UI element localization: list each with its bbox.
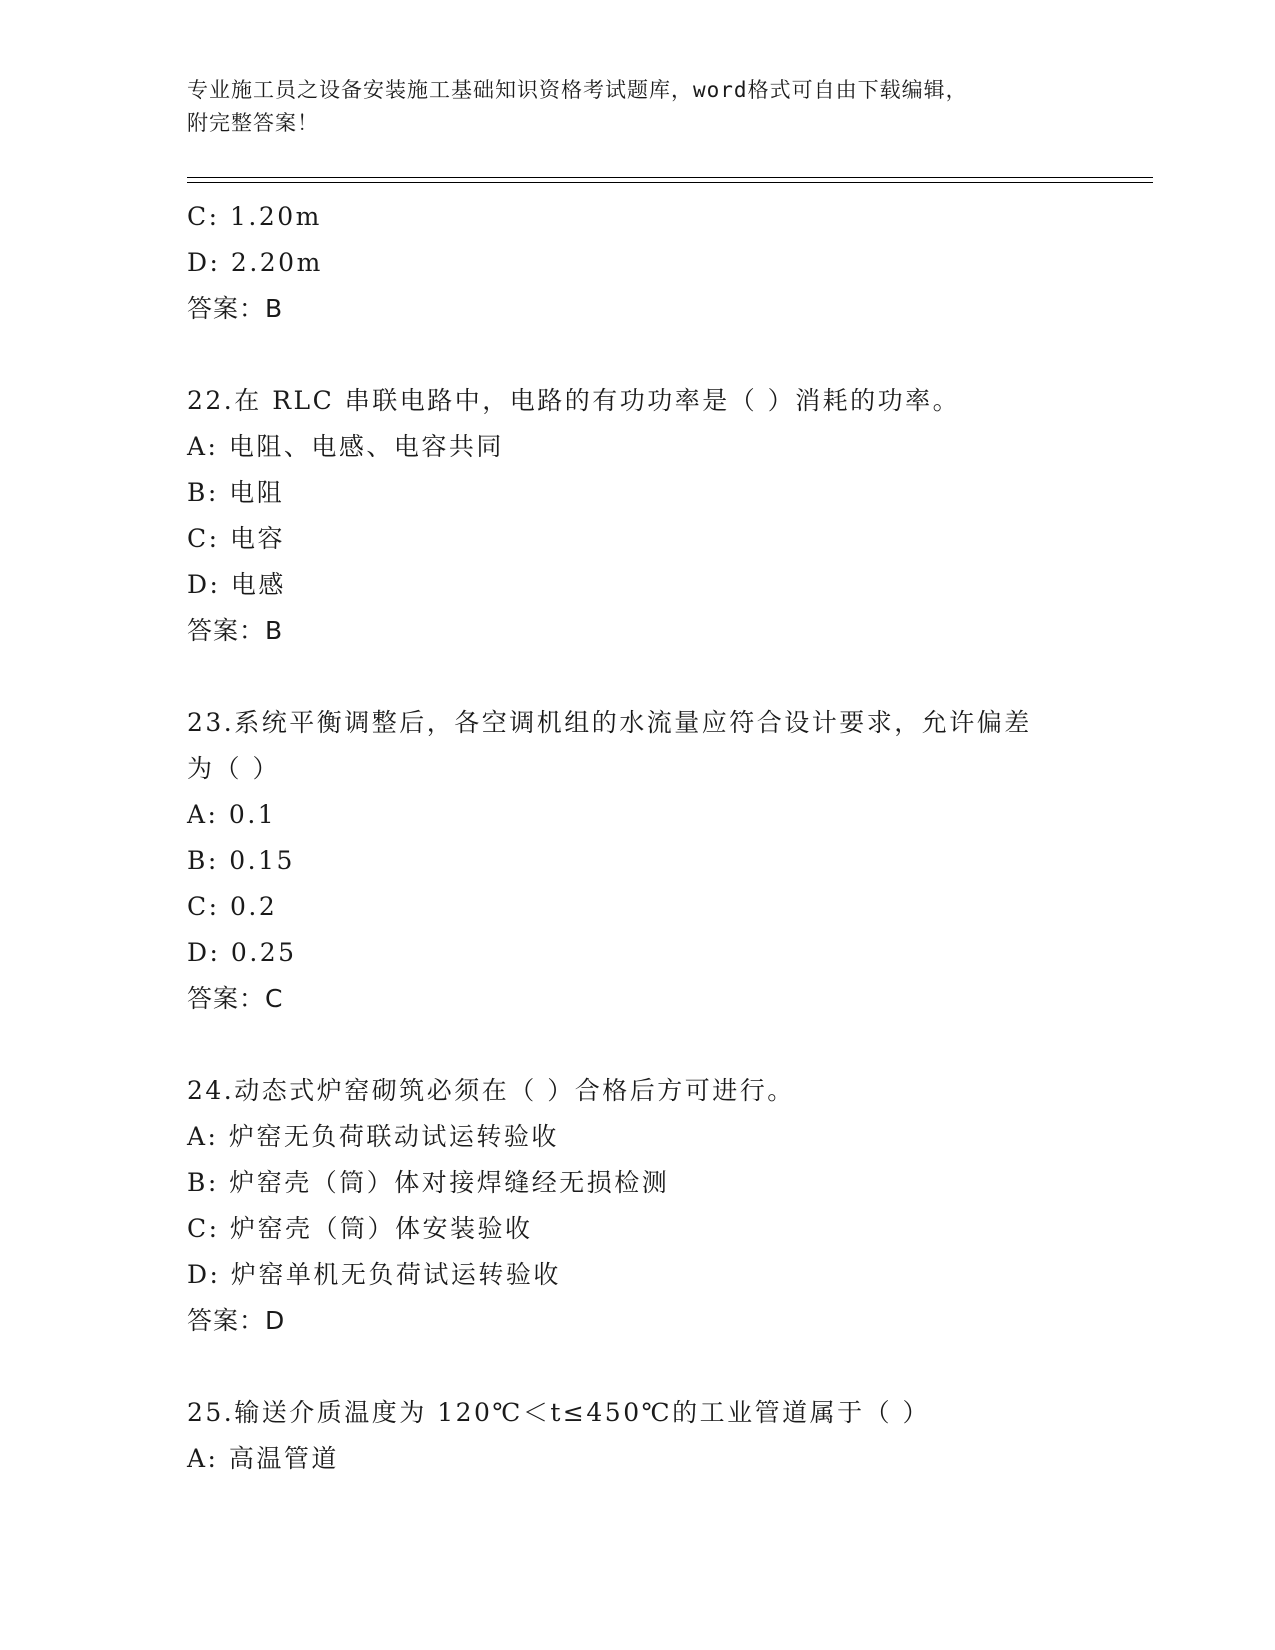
option-c: C: 电容	[187, 524, 285, 553]
question-stem: 25.输送介质温度为 120℃＜t≤450℃的工业管道属于（ ）	[187, 1398, 931, 1427]
spacer	[187, 1344, 1127, 1390]
option-d: D: 炉窑单机无负荷试运转验收	[187, 1260, 561, 1289]
option-a: A: 高温管道	[187, 1444, 339, 1473]
header-line-2: 附完整答案！	[187, 111, 319, 135]
spacer	[187, 654, 1127, 700]
header-line-1: 专业施工员之设备安装施工基础知识资格考试题库，word格式可自由下载编辑，	[187, 78, 968, 102]
question-22	[187, 378, 1127, 654]
question-24	[187, 1068, 1127, 1344]
question-23	[187, 700, 1127, 1022]
question-stem-line-2: 为（ ）	[187, 754, 280, 783]
option-a: A: 0.1	[187, 800, 277, 829]
option-c: C: 1.20m	[187, 202, 322, 231]
option-d: D: 电感	[187, 570, 286, 599]
answer-line: 答案：D	[187, 1306, 286, 1335]
option-a: A: 炉窑无负荷联动试运转验收	[187, 1122, 559, 1151]
option-a: A: 电阻、电感、电容共同	[187, 432, 504, 461]
header-divider-bottom	[187, 182, 1153, 183]
question-21-tail	[187, 194, 1127, 332]
spacer	[187, 1022, 1127, 1068]
document-header	[187, 74, 1087, 140]
question-stem: 22.在 RLC 串联电路中，电路的有功功率是（ ）消耗的功率。	[187, 386, 961, 415]
question-list	[187, 194, 1127, 1482]
question-stem-line-1: 23.系统平衡调整后，各空调机组的水流量应符合设计要求，允许偏差	[187, 708, 1032, 737]
option-d: D: 0.25	[187, 938, 297, 967]
spacer	[187, 332, 1127, 378]
question-25	[187, 1390, 1127, 1482]
answer-line: 答案：C	[187, 984, 284, 1013]
option-b: B: 电阻	[187, 478, 285, 507]
option-c: C: 0.2	[187, 892, 278, 921]
question-stem: 24.动态式炉窑砌筑必须在（ ）合格后方可进行。	[187, 1076, 795, 1105]
header-divider-top	[187, 177, 1153, 178]
option-c: C: 炉窑壳（筒）体安装验收	[187, 1214, 533, 1243]
option-b: B: 炉窑壳（筒）体对接焊缝经无损检测	[187, 1168, 670, 1197]
answer-line: 答案：B	[187, 616, 284, 645]
option-b: B: 0.15	[187, 846, 295, 875]
answer-line: 答案：B	[187, 294, 284, 323]
option-d: D: 2.20m	[187, 248, 323, 277]
